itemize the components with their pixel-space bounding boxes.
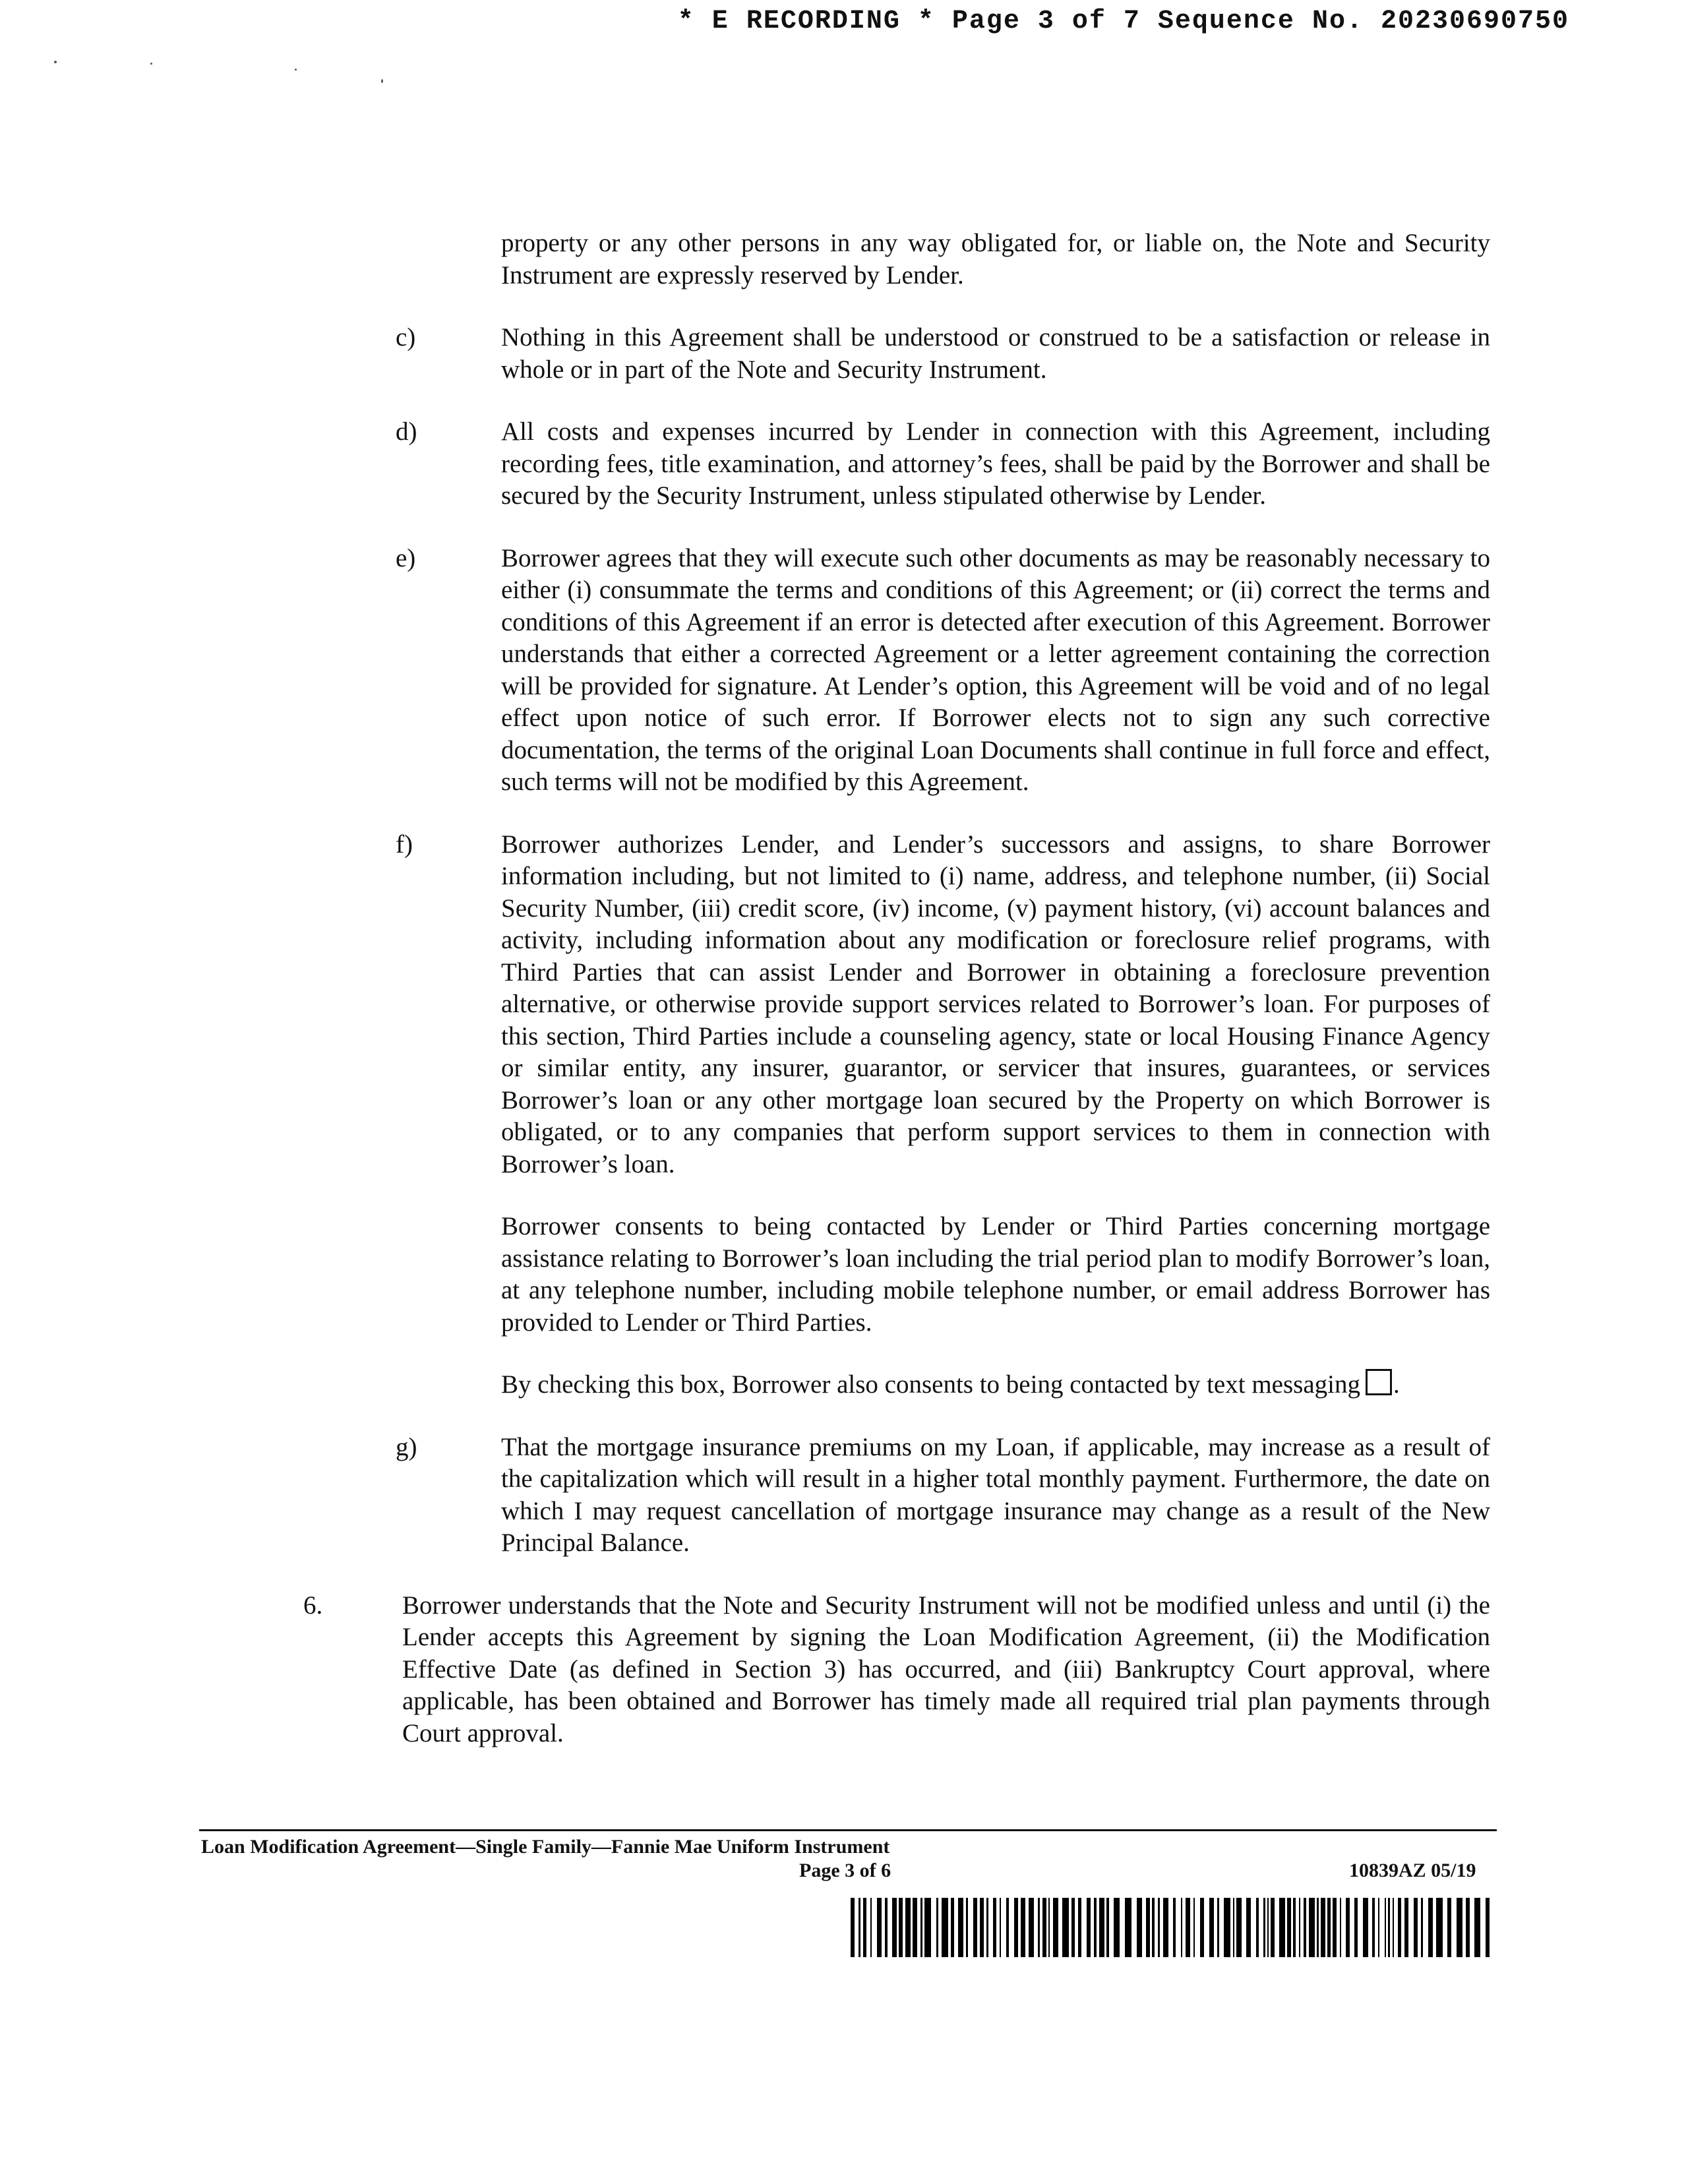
footer-form-title: Loan Modification Agreement—Single Family—Fannie Mae Uniform Instrument <box>201 1836 890 1858</box>
barcode-bar <box>1042 1898 1046 1957</box>
item-paragraph: Borrower agrees that they will execute such other documents as may be reasonably necessary to either (i) consummate the terms and conditions of this Agreement; or (ii) correct the terms and conditions of this Agreement if an error is detected after execution of this Agreement. Borrower understands that either a corrected Agreement or a letter agreement containing the correction will be provided for signature. At Lender’s option, this Agreement will be void and of no legal effect upon notice of such error. If Borrower elects not to sign any such corrective documentation, the terms of the original Loan Documents shall continue in full force and effect, such terms will not be modified by this Agreement. <box>501 543 1490 796</box>
item-label: d) <box>396 417 417 446</box>
barcode-bar <box>1363 1898 1368 1957</box>
barcode-bar <box>951 1898 954 1957</box>
barcode-bar <box>1236 1898 1242 1957</box>
barcode-bar <box>1078 1898 1081 1957</box>
barcode-bar <box>1378 1898 1379 1957</box>
barcode-bar <box>1263 1898 1265 1957</box>
barcode-bar <box>973 1898 977 1957</box>
item-paragraph: That the mortgage insurance premiums on my Loan, if applicable, may increase as a result of the capitalization which will result in a higher total monthly payment. Furthermore, the date on which I may request cancellation of mortgage insurance may change as a result of the New Principal Balance. <box>501 1432 1490 1557</box>
barcode-bar <box>1163 1898 1168 1957</box>
barcode <box>851 1898 1490 1957</box>
item-label: f) <box>396 830 413 859</box>
item-paragraph: All costs and expenses incurred by Lender in connection with this Agreement, including recording fees, title examination, and attorney’s fees, shall be paid by the Borrower and shall be secured by the Security Instrument, unless stipulated otherwise by Lender. <box>501 417 1490 510</box>
barcode-bar <box>905 1898 911 1957</box>
barcode-bar <box>1000 1898 1001 1957</box>
barcode-bar <box>1146 1898 1150 1957</box>
barcode-bar <box>966 1898 968 1957</box>
barcode-bar <box>1114 1898 1120 1957</box>
barcode-bar <box>1048 1898 1050 1957</box>
barcode-bar <box>1354 1898 1358 1957</box>
barcode-bar <box>1474 1898 1480 1957</box>
item-d <box>303 416 1490 512</box>
barcode-bar <box>1436 1898 1443 1957</box>
barcode-bar <box>1256 1898 1259 1957</box>
scan-speck <box>54 61 57 63</box>
barcode-bar <box>1246 1898 1251 1957</box>
barcode-bar <box>1321 1898 1325 1957</box>
barcode-bar <box>892 1898 897 1957</box>
barcode-bar <box>1106 1898 1109 1957</box>
barcode-bar <box>920 1898 922 1957</box>
section-6 <box>303 1590 1490 1750</box>
barcode-bar <box>1317 1898 1319 1957</box>
item-label: g) <box>396 1432 417 1461</box>
intro-paragraph: property or any other persons in any way obligated for, or liable on, the Note and Security Instrument are expressly reserved by Lender. <box>501 229 1490 289</box>
barcode-bar <box>1304 1898 1306 1957</box>
barcode-bar <box>1279 1898 1285 1957</box>
barcode-bar <box>993 1898 996 1957</box>
barcode-bar <box>1447 1898 1451 1957</box>
barcode-bar <box>851 1898 855 1957</box>
text-messaging-checkbox[interactable] <box>1366 1369 1392 1395</box>
barcode-bar <box>942 1898 948 1957</box>
item-label: e) <box>396 543 416 572</box>
barcode-bar <box>1053 1898 1058 1957</box>
barcode-bar <box>1340 1898 1341 1957</box>
barcode-bar <box>924 1898 931 1957</box>
recording-header: * E RECORDING * Page 3 of 7 Sequence No. 20230690750 <box>677 7 1569 36</box>
document-body <box>303 228 1490 1749</box>
section-paragraph: Borrower understands that the Note and Security Instrument will not be modified unless and until (i) the Lender accepts this Agreement by signing the Loan Modification Agreement, (ii) the Modification Effective Date (as defined in Section 3) has occurred, and (iii) Bankruptcy Court approval, where applicable, has been obtained and Borrower has timely made all required trial plan payments through Court approval. <box>402 1591 1490 1747</box>
item-paragraph: Nothing in this Agreement shall be understood or construed to be a satisfaction or release in whole or in part of the Note and Security Instrument. <box>501 323 1490 384</box>
barcode-bar <box>1224 1898 1230 1957</box>
barcode-bar <box>863 1898 866 1957</box>
barcode-bar <box>1414 1898 1418 1957</box>
scan-speck <box>295 69 297 71</box>
barcode-bar <box>1186 1898 1190 1957</box>
barcode-bar <box>870 1898 872 1957</box>
barcode-bar <box>1385 1898 1386 1957</box>
item-paragraph: Borrower authorizes Lender, and Lender’s successors and assigns, to share Borrower information including, but not limited to (i) name, address, and telephone number, (ii) Social Security Number, (iii) credit score, (iv) income, (v) payment history, (vi) account balances and activity, including information about any modification or foreclosure relief programs, with Third Parties that can assist Lender and Borrower in obtaining a foreclosure prevention alternative, or otherwise provide support services related to Borrower’s loan. For purposes of this section, Third Parties include a counseling agency, state or local Housing Finance Agency or similar entity, any insurer, guarantor, or servicer that insures, guarantees, or services Borrower’s loan or any other mortgage loan secured by the Property on which Borrower is obligated, or to any companies that perform support services to them in connection with Borrower’s loan. <box>501 830 1490 1178</box>
barcode-bar <box>1372 1898 1375 1957</box>
barcode-bar <box>1087 1898 1091 1957</box>
barcode-bar <box>1094 1898 1097 1957</box>
barcode-bar <box>1125 1898 1131 1957</box>
barcode-bar <box>1014 1898 1018 1957</box>
barcode-bar <box>1309 1898 1315 1957</box>
barcode-bar <box>1388 1898 1390 1957</box>
barcode-bar <box>1271 1898 1275 1957</box>
barcode-bar <box>913 1898 917 1957</box>
barcode-bar <box>1267 1898 1269 1957</box>
barcode-bar <box>1193 1898 1195 1957</box>
item-g <box>303 1432 1490 1560</box>
barcode-bar <box>1404 1898 1408 1957</box>
barcode-bar <box>1071 1898 1075 1957</box>
text-consent-line: By checking this box, Borrower also consents to being contacted by text messaging . <box>501 1370 1400 1399</box>
barcode-bar <box>1209 1898 1214 1957</box>
barcode-bar <box>1181 1898 1182 1957</box>
footer-form-code: 10839AZ 05/19 <box>1349 1860 1476 1881</box>
barcode-bar <box>1099 1898 1104 1957</box>
scan-speck <box>150 63 152 65</box>
barcode-bar <box>877 1898 882 1957</box>
barcode-bar <box>1173 1898 1176 1957</box>
barcode-bar <box>885 1898 888 1957</box>
barcode-bar <box>1393 1898 1394 1957</box>
barcode-bar <box>1152 1898 1155 1957</box>
barcode-bar <box>1466 1898 1470 1957</box>
section-label: 6. <box>303 1591 323 1620</box>
barcode-bar <box>1038 1898 1040 1957</box>
scan-speck <box>381 79 383 83</box>
intro-continuation <box>303 228 1490 291</box>
barcode-bar <box>1299 1898 1300 1957</box>
barcode-bar <box>1346 1898 1350 1957</box>
barcode-bar <box>1327 1898 1331 1957</box>
barcode-bar <box>1217 1898 1219 1957</box>
barcode-bar <box>958 1898 963 1957</box>
item-paragraph: Borrower consents to being contacted by Lender or Third Parties concerning mortgage assistance relating to Borrower’s loan including the trial period plan to modify Borrower’s loan, at any telephone number, including mobile telephone number, or email address Borrower has provided to Lender or Third Parties. <box>501 1212 1490 1337</box>
barcode-bar <box>1158 1898 1160 1957</box>
barcode-bar <box>1293 1898 1296 1957</box>
barcode-bar <box>1062 1898 1069 1957</box>
barcode-bar <box>1029 1898 1034 1957</box>
barcode-bar <box>1287 1898 1291 1957</box>
barcode-bar <box>1486 1898 1490 1957</box>
barcode-bar <box>1137 1898 1142 1957</box>
barcode-bar <box>1398 1898 1401 1957</box>
barcode-bar <box>936 1898 938 1957</box>
item-label: c) <box>396 323 416 351</box>
barcode-bar <box>1233 1898 1234 1957</box>
barcode-bar <box>1200 1898 1204 1957</box>
barcode-bar <box>986 1898 988 1957</box>
barcode-bar <box>1421 1898 1423 1957</box>
barcode-bar <box>980 1898 984 1957</box>
barcode-bar <box>859 1898 860 1957</box>
footer-page-number: Page 3 of 6 <box>799 1860 891 1881</box>
barcode-bar <box>1021 1898 1025 1957</box>
barcode-bar <box>1457 1898 1462 1957</box>
item-c <box>303 322 1490 386</box>
barcode-bar <box>1428 1898 1433 1957</box>
item-f <box>303 829 1490 1401</box>
barcode-bar <box>899 1898 903 1957</box>
barcode-bar <box>1333 1898 1337 1957</box>
item-e <box>303 543 1490 799</box>
barcode-bar <box>1006 1898 1009 1957</box>
text-consent-label: By checking this box, Borrower also consents to being contacted by text messaging <box>501 1370 1360 1399</box>
footer-divider <box>199 1829 1497 1831</box>
